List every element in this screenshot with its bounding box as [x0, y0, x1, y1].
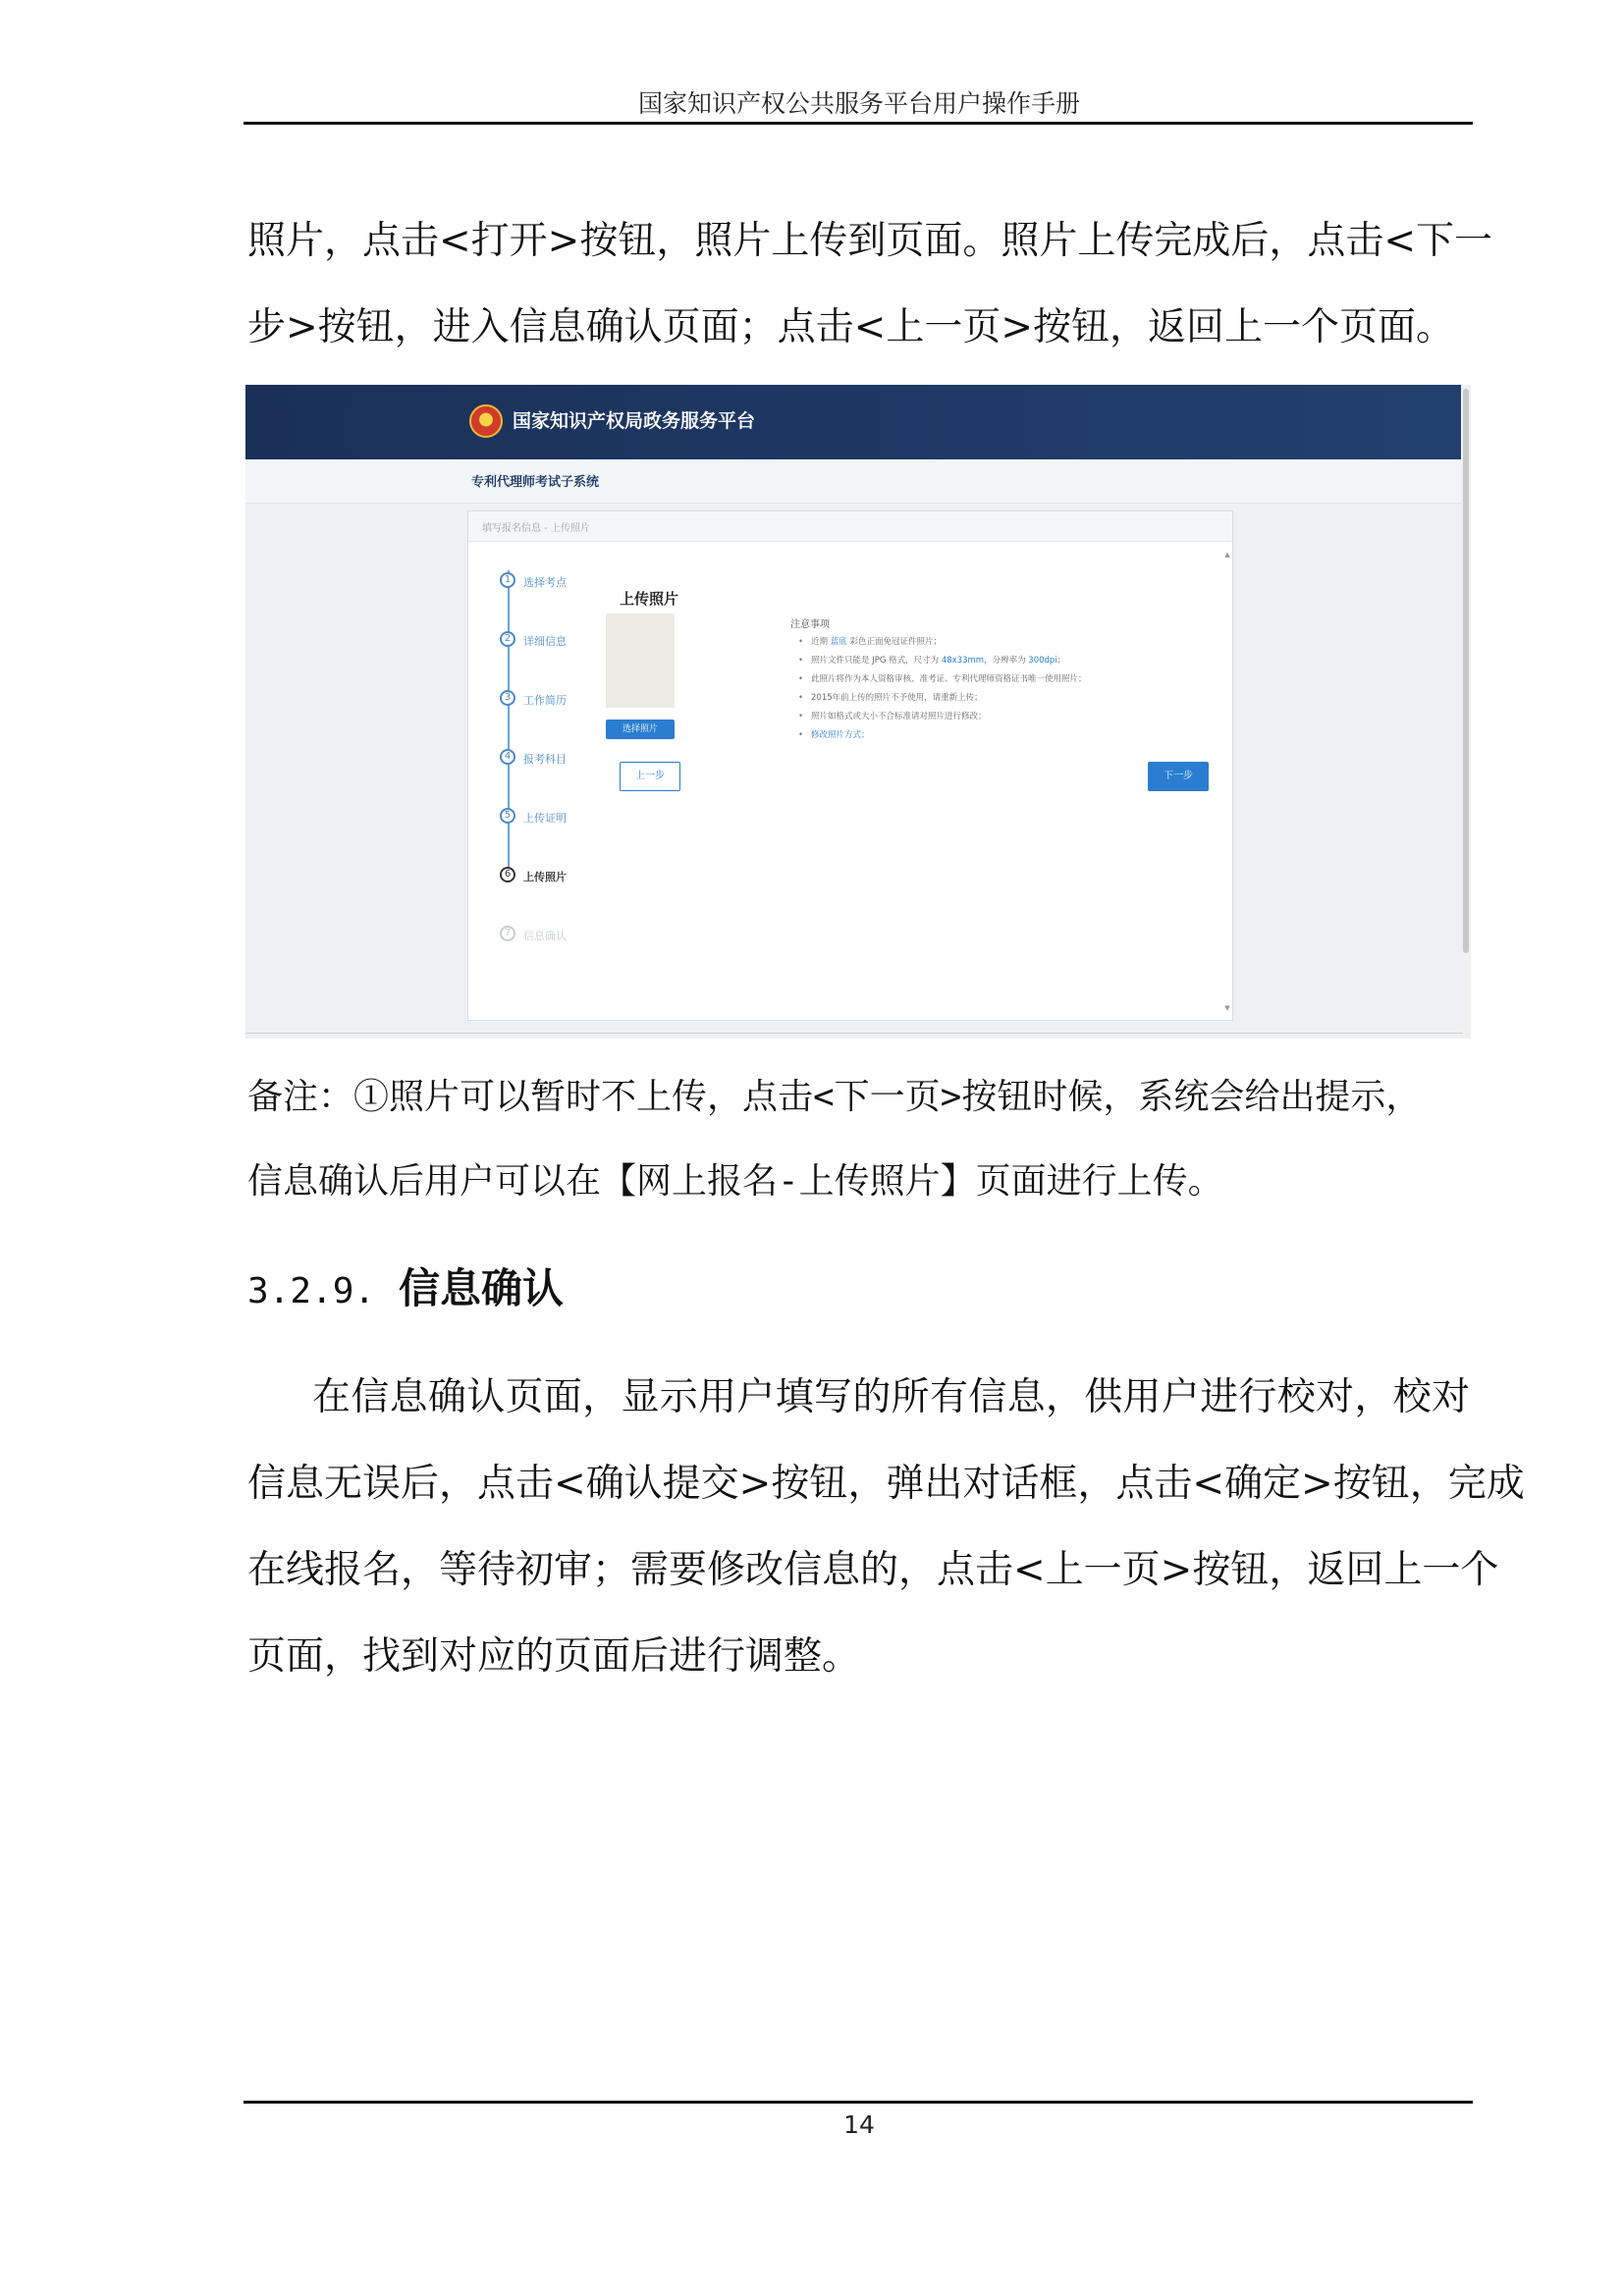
scroll-up-icon[interactable]: ▲ — [1224, 551, 1230, 559]
page-number: 14 — [843, 2110, 875, 2139]
step-details[interactable]: 详细信息 — [523, 635, 567, 648]
scroll-down-icon[interactable]: ▼ — [1224, 1004, 1230, 1012]
step-4-icon: 4 — [500, 749, 515, 765]
step-2-icon: 2 — [500, 631, 515, 647]
step-subjects[interactable]: 报考科目 — [523, 753, 567, 766]
step-7-icon: 7 — [500, 926, 515, 941]
paragraph-line: 信息无误后，点击<确认提交>按钮，弹出对话框，点击<确定>按钮，完成 — [247, 1462, 1525, 1506]
next-step-button[interactable]: 下一步 — [1148, 762, 1209, 791]
notice-item: • 近期 蓝底 彩色正面免冠证件照片； — [798, 635, 942, 647]
paragraph-line: 照片，点击<打开>按钮，照片上传到页面。照片上传完成后，点击<下一 — [247, 219, 1493, 263]
step-3-icon: 3 — [500, 690, 515, 706]
national-emblem-icon — [469, 404, 503, 438]
notice-item: • 照片文件只能是 JPG 格式，尺寸为 48x33mm，分辨率为 300dpi； — [798, 654, 1065, 666]
modify-photo-link[interactable]: • 修改照片方式； — [798, 728, 870, 740]
inner-scrollbar[interactable] — [1224, 551, 1230, 1012]
form-panel — [467, 510, 1233, 1021]
page-scrollbar[interactable] — [1461, 385, 1471, 1039]
system-subbar — [245, 459, 1463, 504]
screenshot-bottom-edge — [245, 1033, 1463, 1034]
prev-step-button[interactable]: 上一步 — [620, 762, 680, 791]
note-line: 备注：①照片可以暂时不上传，点击<下一页>按钮时候，系统会给出提示， — [247, 1077, 1422, 1117]
notice-item: • 照片如格式或大小不合标准请对照片进行修改； — [798, 710, 987, 721]
breadcrumb-text: 填写报名信息 - 上传照片 — [482, 523, 590, 534]
paragraph-line: 页面，找到对应的页面后进行调整。 — [247, 1634, 861, 1679]
section-number: 3.2.9. — [247, 1271, 376, 1311]
embedded-screenshot — [245, 385, 1471, 1039]
notice-title: 注意事项 — [790, 619, 830, 630]
step-6-icon: 6 — [500, 867, 515, 882]
section-heading — [247, 1261, 564, 1319]
note-line: 信息确认后用户可以在【网上报名-上传照片】页面进行上传。 — [247, 1161, 1223, 1201]
step-select-site[interactable]: 选择考点 — [523, 576, 567, 589]
system-name[interactable]: 专利代理师考试子系统 — [471, 475, 600, 490]
paragraph-line: 在线报名，等待初审；需要修改信息的，点击<上一页>按钮，返回上一个 — [247, 1548, 1499, 1592]
notice-item: • 此照片将作为本人资格审核、准考证、专利代理师资格证书唯一使用照片； — [798, 672, 1087, 684]
scrollbar-thumb[interactable] — [1463, 389, 1469, 953]
upload-photo-title: 上传照片 — [620, 590, 679, 608]
step-5-icon: 5 — [500, 808, 515, 824]
portal-topbar — [245, 385, 1463, 459]
footer-rule — [244, 2101, 1473, 2104]
paragraph-line: 步>按钮，进入信息确认页面；点击<上一页>按钮，返回上一个页面。 — [247, 305, 1455, 349]
running-header: 国家知识产权公共服务平台用户操作手册 — [637, 89, 1080, 118]
section-title: 信息确认 — [399, 1264, 565, 1312]
step-work-history[interactable]: 工作简历 — [523, 694, 567, 707]
step-1-icon: 1 — [500, 572, 515, 588]
step-upload-photo[interactable]: 上传照片 — [523, 871, 567, 883]
photo-preview — [606, 614, 675, 708]
step-upload-proof[interactable]: 上传证明 — [523, 812, 567, 825]
header-rule — [244, 122, 1473, 125]
paragraph-line: 在信息确认页面，显示用户填写的所有信息，供用户进行校对，校对 — [312, 1375, 1470, 1419]
portal-title[interactable]: 国家知识产权局政务服务平台 — [513, 410, 756, 432]
breadcrumb — [468, 511, 1232, 542]
step-confirm: 信息确认 — [523, 930, 567, 942]
notice-item: • 2015年前上传的照片不予使用，请重新上传； — [798, 691, 983, 703]
choose-photo-button[interactable]: 选择照片 — [606, 720, 675, 739]
